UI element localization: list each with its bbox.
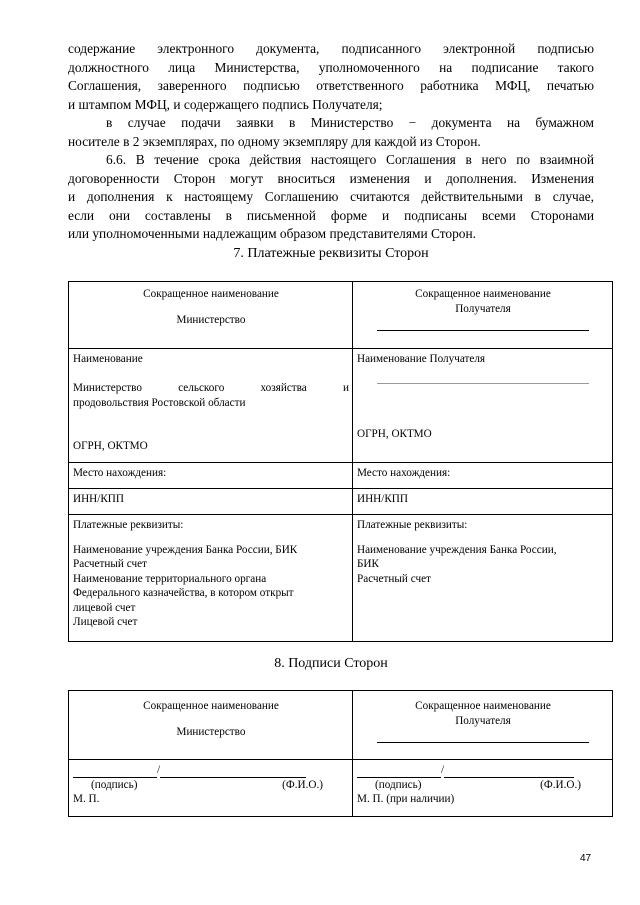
name-label: Наименование [73, 353, 143, 365]
ogrn-oktmo-label: ОГРН, ОКТМО [357, 428, 432, 440]
text-line: договоренности Сторон могут вноситься изменения и дополнения. Изменения [68, 170, 594, 186]
recipient-inn-kpp-cell: ИНН/КПП [353, 489, 613, 515]
table-row [69, 282, 613, 349]
ministry-full-name-line2: продовольствия Ростовской области [73, 396, 246, 409]
signatures-table [68, 690, 613, 817]
short-name-label: Сокращенное наименование [143, 288, 279, 300]
stamp-label: М. П. (при наличии) [357, 793, 455, 805]
treasury-body-label: Наименование территориального органа [73, 572, 267, 585]
ministry-full-name-line1: Министерство сельского хозяйства и [73, 382, 349, 394]
personal-account-label: Лицевой счет [73, 616, 138, 628]
payment-details-label: Платежные реквизиты: [73, 519, 184, 531]
recipient-label: Получателя [455, 714, 511, 727]
name-blank [160, 765, 306, 778]
table-row [69, 489, 613, 515]
table-row [69, 515, 613, 642]
recipient-short-name-cell [353, 691, 613, 760]
short-name-label: Сокращенное наименование [415, 288, 551, 300]
signature-blank [357, 765, 441, 778]
short-name-label: Сокращенное наименование [143, 700, 279, 712]
recipient-name-label: Наименование Получателя [357, 353, 486, 365]
ministry-location-cell: Место нахождения: [69, 463, 353, 489]
text-line: содержание электронного документа, подписанного электронной подписью [68, 41, 594, 56]
ministry-short-name-value: Министерство [176, 725, 246, 738]
ministry-short-name-cell [69, 691, 353, 760]
bank-bik-label: Наименование учреждения Банка России, БИК [73, 543, 298, 556]
bank-label: Наименование учреждения Банка России, [357, 543, 557, 556]
ministry-payment-details-cell [69, 515, 353, 642]
paragraph-electronic-document [68, 40, 594, 114]
text-line: если они составлены в письменной форме и подписаны всеми Сторонами [68, 207, 594, 223]
text-line: носителе в 2 экземплярах, по одному экземпляру для каждой из Сторон. [68, 133, 481, 149]
payment-details-table [68, 281, 613, 642]
ministry-short-name-cell [69, 282, 353, 349]
recipient-name-blank [377, 373, 589, 384]
text-line: в случае подачи заявки в Министерство − документа на бумажном [106, 115, 594, 130]
signature-captions [73, 778, 349, 793]
slash: / [157, 764, 161, 776]
paragraph-paper-document [68, 114, 594, 151]
recipient-signature-cell [353, 760, 613, 817]
recipient-short-name-blank [377, 320, 589, 331]
text-line: или уполномоченными надлежащим образом представителями Сторон. [68, 226, 476, 241]
signature-line [357, 763, 609, 778]
recipient-short-name-blank [377, 732, 589, 743]
text-line: должностного лица Министерства, уполномоченного на подписание такого [68, 59, 594, 75]
section-7-heading: 7. Платежные реквизиты Сторон [233, 246, 429, 261]
payment-details-label: Платежные реквизиты: [357, 519, 468, 531]
slash: / [441, 764, 445, 776]
ministry-name-cell [69, 349, 353, 463]
paragraph-6-6 [68, 151, 594, 244]
text-line: Соглашения, заверенного подписью ответственного работника МФЦ, печатью [68, 78, 594, 93]
treasury-body-label: лицевой счет [73, 601, 136, 614]
signature-caption: (подпись) [375, 778, 422, 791]
signature-caption: (подпись) [91, 778, 138, 791]
signature-captions [357, 778, 609, 793]
full-name-caption: (Ф.И.О.) [282, 778, 323, 791]
table-row [69, 691, 613, 760]
settlement-account-label: Расчетный счет [73, 558, 147, 570]
table-row [69, 760, 613, 817]
table-row [69, 463, 613, 489]
table-row [69, 349, 613, 463]
ministry-signature-cell [69, 760, 353, 817]
recipient-name-cell [353, 349, 613, 463]
ministry-inn-kpp-cell: ИНН/КПП [69, 489, 353, 515]
text-line: и штампом МФЦ, и содержащего подпись Получателя; [68, 96, 383, 112]
page-number: 47 [580, 853, 592, 864]
stamp-label: М. П. [73, 793, 100, 805]
recipient-payment-details-cell [353, 515, 613, 642]
settlement-account-label: Расчетный счет [357, 572, 431, 585]
treasury-body-label: Федерального казначейства, в котором открыт [73, 587, 294, 599]
text-line: 6.6. В течение срока действия настоящего Соглашения в него по взаимной [106, 152, 594, 167]
bik-label: БИК [357, 558, 379, 570]
ministry-short-name-value: Министерство [176, 313, 246, 326]
signature-line [73, 763, 349, 778]
ogrn-oktmo-label: ОГРН, ОКТМО [73, 440, 148, 452]
recipient-label: Получателя [455, 302, 511, 315]
full-name-caption: (Ф.И.О.) [540, 778, 581, 791]
name-blank [444, 765, 574, 778]
section-8-heading: 8. Подписи Сторон [274, 656, 388, 671]
signature-blank [73, 765, 157, 778]
recipient-location-cell: Место нахождения: [353, 463, 613, 489]
short-name-label: Сокращенное наименование [415, 700, 551, 712]
recipient-short-name-cell [353, 282, 613, 349]
text-line: и дополнения к настоящему Соглашению считаются действительными в случае, [68, 189, 594, 204]
